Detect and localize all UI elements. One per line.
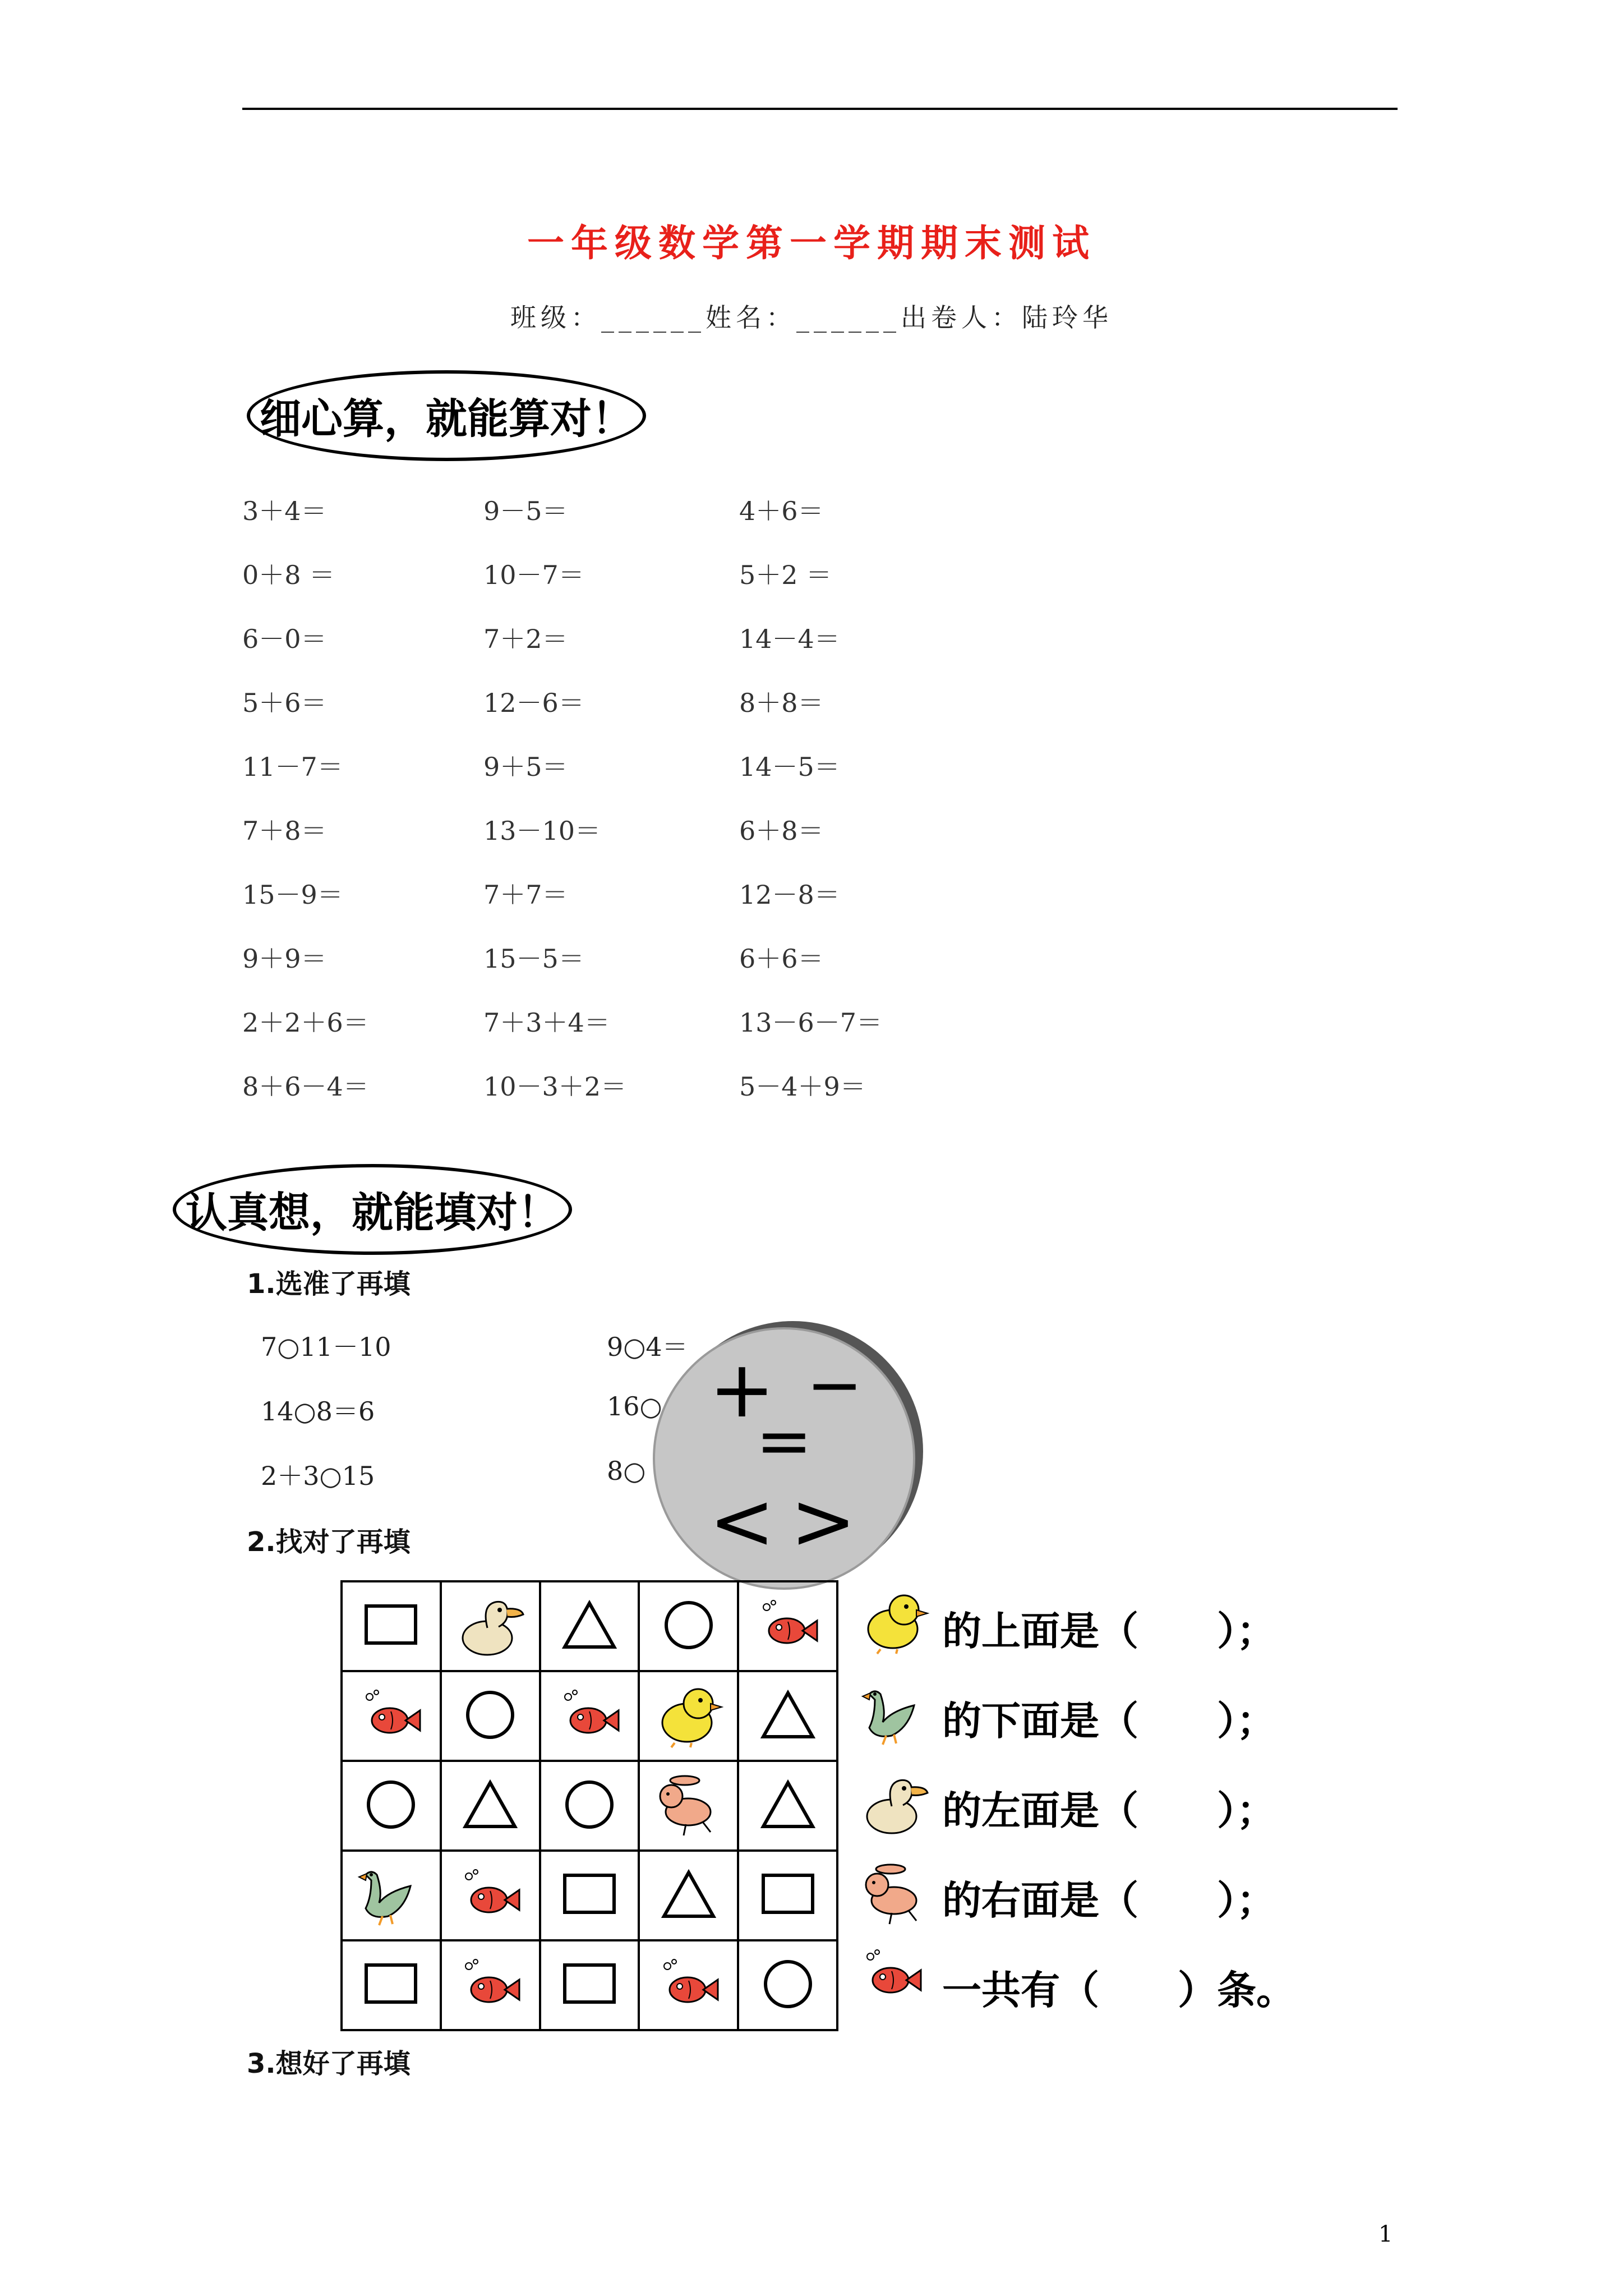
question1-label: 1.选准了再填 [247, 1268, 411, 1300]
grid-cell [738, 1761, 837, 1851]
calc-problem: 15－5＝ [483, 944, 584, 974]
duck-icon [454, 1653, 527, 1664]
fish-icon [457, 2004, 524, 2014]
circle-icon [661, 1645, 717, 1655]
circle-icon [760, 2004, 816, 2014]
position-question-text: 的右面是（ ）； [942, 1878, 1276, 1924]
grid-cell [342, 1671, 441, 1761]
question2-label: 2.找对了再填 [247, 1526, 411, 1558]
grid-cell [441, 1851, 540, 1940]
page-title: 一年级数学第一学期期末测试 [527, 221, 1096, 265]
grid-cell [639, 1581, 738, 1671]
grid-cell [342, 1581, 441, 1671]
chick-icon [858, 1588, 931, 1657]
calc-problem: 11－7＝ [242, 752, 343, 782]
header-rule [242, 108, 1398, 110]
comparison-item: 7○11－10 [261, 1332, 391, 1362]
comparison-item: 8○ [607, 1456, 646, 1486]
page-number: 1 [1378, 2221, 1393, 2247]
triangle-icon [760, 1821, 816, 1832]
grid-cell [639, 1851, 738, 1940]
calc-problem: 10－3＋2＝ [483, 1071, 627, 1102]
plus-symbol: + [709, 1344, 775, 1435]
grid-cell [738, 1671, 837, 1761]
grid-row [342, 1581, 837, 1671]
square-icon [363, 1639, 419, 1650]
calc-problem: 9－5＝ [483, 496, 568, 526]
calc-problem: 7＋8＝ [242, 816, 327, 846]
calc-problem: 5－4＋9＝ [739, 1071, 866, 1102]
calc-problem: 12－6＝ [483, 688, 584, 718]
comparison-item: 2＋3○15 [261, 1461, 375, 1491]
grid-cell [540, 1851, 639, 1940]
section2-banner-text: 认真想，就能填对！ [186, 1189, 559, 1237]
greater-than-symbol: > [790, 1476, 856, 1567]
calc-problem: 10－7＝ [483, 560, 584, 590]
calc-problem: 2＋2＋6＝ [242, 1007, 369, 1038]
position-question-text: 的上面是（ ）； [942, 1608, 1276, 1654]
calc-problem: 12－8＝ [739, 880, 840, 910]
grid-cell [639, 1940, 738, 2030]
fish-icon [655, 2004, 722, 2014]
duck-icon [858, 1767, 931, 1842]
calc-problem: 0＋8 ＝ [242, 560, 335, 590]
comparison-item: 9○4＝ [607, 1332, 688, 1362]
question3-label: 3.想好了再填 [247, 2048, 411, 2079]
grid-cell [540, 1581, 639, 1671]
triangle-icon [462, 1821, 518, 1832]
grid-cell [540, 1671, 639, 1761]
position-question-text: 的左面是（ ）； [942, 1788, 1276, 1834]
grid-cell [540, 1940, 639, 2030]
grid-cell [342, 1940, 441, 2030]
calc-problem: 5＋2 ＝ [739, 560, 832, 590]
calc-problem: 7＋2＝ [483, 624, 568, 654]
circle-icon [363, 1824, 419, 1835]
triangle-icon [661, 1911, 717, 1922]
calc-problem: 3＋4＝ [242, 496, 327, 526]
calc-problem: 9＋9＝ [242, 944, 327, 974]
fish-icon [556, 1734, 623, 1745]
calc-problem: 9＋5＝ [483, 752, 568, 782]
grid-row [342, 1671, 837, 1761]
grid-row [342, 1761, 837, 1851]
grid-cell [738, 1581, 837, 1671]
calc-problem: 6－0＝ [242, 624, 327, 654]
position-question-text: 的下面是（ ）； [942, 1698, 1276, 1744]
grid-cell [540, 1761, 639, 1851]
calc-problem: 8＋6－4＝ [242, 1071, 369, 1102]
square-icon [760, 1908, 816, 1919]
grid-row [342, 1851, 837, 1940]
triangle-icon [760, 1732, 816, 1742]
grid-cell [639, 1761, 738, 1851]
grid-cell [738, 1851, 837, 1940]
minus-symbol: − [806, 1346, 863, 1424]
rabbit-icon [858, 1857, 931, 1932]
goose-icon [354, 1922, 427, 1933]
section1-banner [247, 370, 646, 461]
calc-problem: 13－10＝ [483, 816, 601, 846]
square-icon [561, 1998, 617, 2009]
calc-problem: 6＋8＝ [739, 816, 824, 846]
less-than-symbol: < [709, 1476, 775, 1567]
triangle-icon [561, 1642, 617, 1653]
rabbit-icon [652, 1833, 725, 1843]
position-question-text: 一共有（ ）条。 [942, 1967, 1295, 2013]
grid-cell [441, 1671, 540, 1761]
square-icon [363, 1998, 419, 2009]
calc-problem: 14－5＝ [739, 752, 840, 782]
position-grid [340, 1580, 838, 2031]
grid-cell [441, 1761, 540, 1851]
grid-cell [342, 1851, 441, 1940]
fish-icon [357, 1734, 425, 1745]
grid-cell [639, 1671, 738, 1761]
calc-problem: 6＋6＝ [739, 944, 824, 974]
chick-icon [652, 1740, 725, 1751]
calc-problem: 5＋6＝ [242, 688, 327, 718]
comparison-item: 16○ [607, 1391, 662, 1421]
calc-problem: 15－9＝ [242, 880, 343, 910]
circle-icon [561, 1824, 617, 1835]
fish-icon [754, 1645, 822, 1655]
grid-row [342, 1940, 837, 2030]
fish-icon [457, 1914, 524, 1925]
calc-problem: 8＋8＝ [739, 688, 824, 718]
fish-icon [858, 1947, 925, 2005]
section1-banner-text: 细心算，就能算对！ [260, 395, 633, 443]
calc-problem: 14－4＝ [739, 624, 840, 654]
grid-cell [441, 1581, 540, 1671]
equals-symbol: = [755, 1402, 813, 1480]
symbol-badge [644, 1304, 924, 1596]
student-info-line: 班级：______姓名：______出卷人：陆玲华 [510, 302, 1113, 333]
grid-cell [441, 1940, 540, 2030]
square-icon [561, 1908, 617, 1919]
grid-cell [342, 1761, 441, 1851]
goose-icon [858, 1677, 931, 1752]
grid-cell [738, 1940, 837, 2030]
section2-banner [173, 1164, 572, 1255]
circle-icon [462, 1734, 518, 1745]
comparison-item: 14○8＝6 [261, 1396, 375, 1427]
calc-problem: 7＋3＋4＝ [483, 1007, 610, 1038]
calc-problem: 7＋7＝ [483, 880, 568, 910]
calc-problem: 4＋6＝ [739, 496, 824, 526]
calc-problem: 13－6－7＝ [739, 1007, 883, 1038]
